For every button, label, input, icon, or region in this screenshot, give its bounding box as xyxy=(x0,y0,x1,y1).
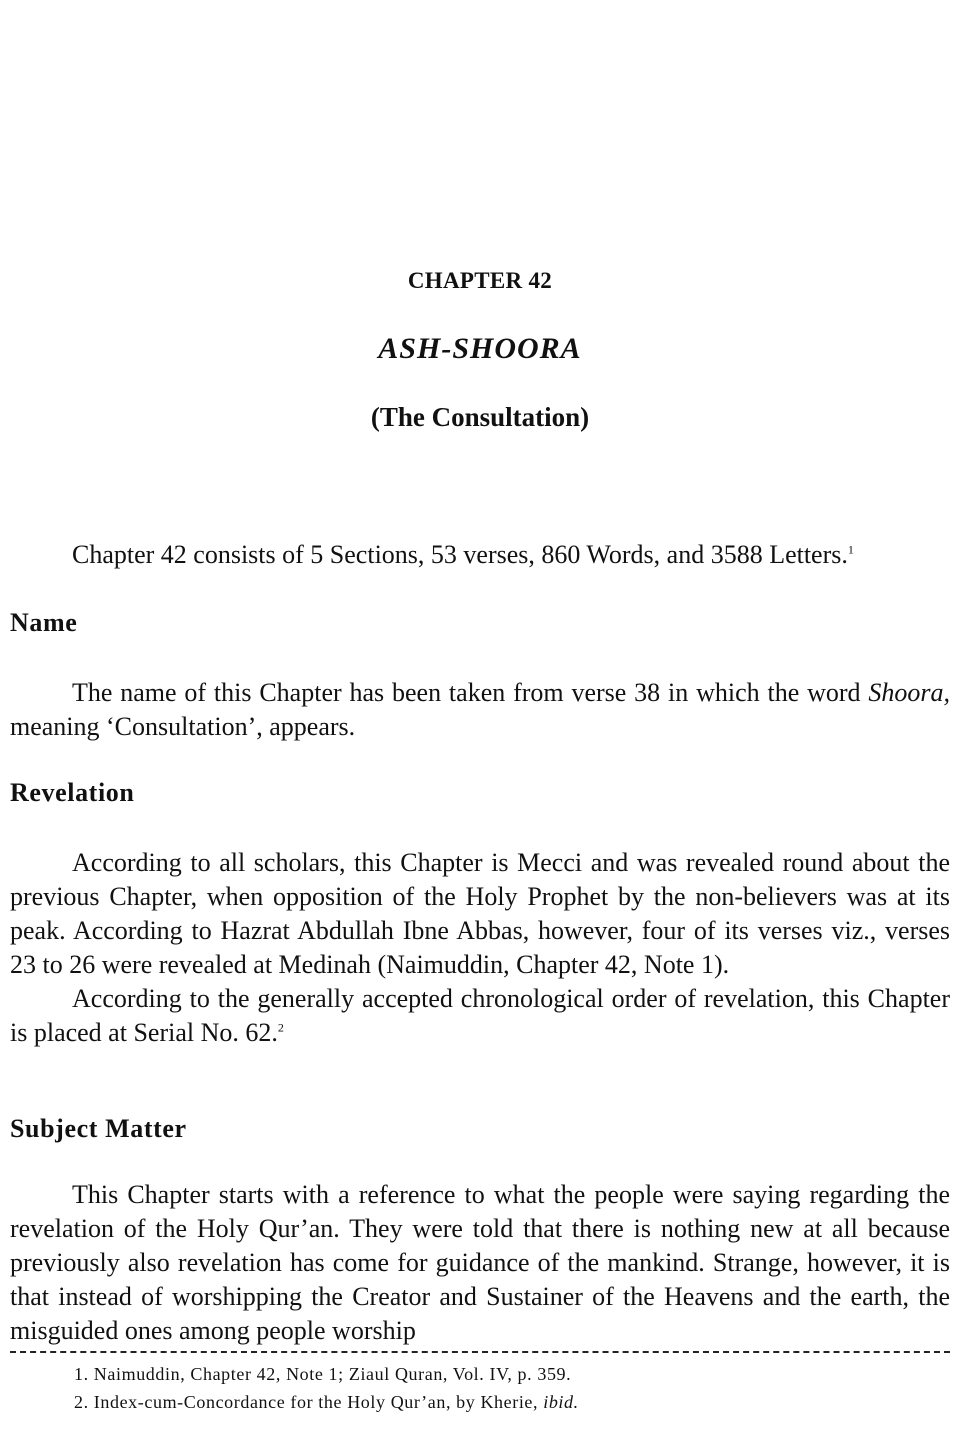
revelation-paragraph-2-text: According to the generally accepted chronological order of revelation, this Chapter is placed at Serial No. 62. xyxy=(10,984,950,1047)
section-heading-subject-matter: Subject Matter xyxy=(10,1114,187,1143)
subject-matter-section-body xyxy=(10,1178,950,1348)
name-text-after: meaning ‘Consultation’, appears. xyxy=(10,712,356,741)
revelation-section-body xyxy=(10,846,950,1050)
footnote-1: 1. Naimuddin, Chapter 42, Note 1; Ziaul Quran, Vol. IV, p. 359. xyxy=(74,1364,572,1384)
name-section-body xyxy=(10,676,950,744)
chapter-title: ASH-SHOORA xyxy=(378,332,582,365)
chapter-subtitle: (The Consultation) xyxy=(370,402,590,432)
section-heading-name: Name xyxy=(10,608,78,637)
footnote-ref-1: 1 xyxy=(847,542,854,557)
footnote-divider xyxy=(10,1351,950,1353)
summary-text: Chapter 42 consists of 5 Sections, 53 verses, 860 Words, and 3588 Letters. xyxy=(72,540,848,569)
name-text-before: The name of this Chapter has been taken from verse 38 in which the word xyxy=(72,678,869,707)
footnote-2-italic: ibid. xyxy=(543,1392,579,1412)
footnote-2-text: 2. Index-cum-Concordance for the Holy Qur’an, by Kherie, xyxy=(74,1392,544,1412)
name-italic-word: Shoora, xyxy=(868,678,950,707)
chapter-summary xyxy=(10,538,950,572)
section-heading-revelation: Revelation xyxy=(10,778,135,807)
footnote-2 xyxy=(74,1388,579,1416)
name-paragraph xyxy=(10,676,950,744)
summary-paragraph xyxy=(10,538,950,572)
revelation-paragraph-2 xyxy=(10,982,950,1050)
footnote-ref-2: 2 xyxy=(277,1020,284,1035)
chapter-number: CHAPTER 42 xyxy=(407,268,553,293)
footnotes xyxy=(74,1360,579,1416)
subject-matter-paragraph-1: This Chapter starts with a reference to what the people were saying regarding the revelation of the Holy Qur’an. They were told that there is nothing new at all because previously also revelation has come for guidance of the mankind. Strange, however, it is that instead of worshipping the Creator and Sustainer of the Heavens and the earth, the misguided ones among people worship xyxy=(10,1180,950,1345)
revelation-paragraph-1: According to all scholars, this Chapter is Mecci and was revealed round about the previous Chapter, when opposition of the Holy Prophet by the non-believers was at its peak. According to Hazrat Abdullah Ibne Abbas, however, four of its verses viz., verses 23 to 26 were revealed at Medinah (Naimuddin, Chapter 42, Note 1). xyxy=(10,848,950,979)
